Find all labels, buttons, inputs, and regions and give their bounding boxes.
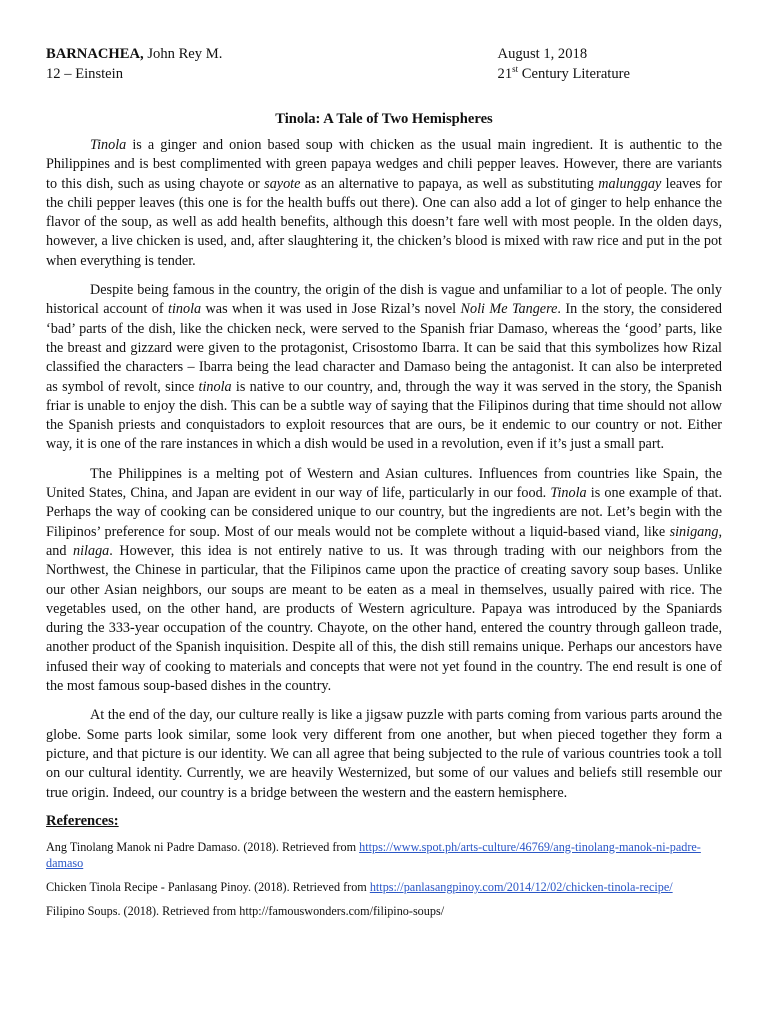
paragraph-2 [46, 281, 722, 455]
course-prefix: 21 [497, 66, 513, 82]
document-title: Tinola: A Tale of Two Hemispheres [275, 111, 493, 127]
course-superscript: st [512, 64, 519, 75]
document-date: August 1, 2018 [497, 46, 588, 62]
p3-italic-nilaga: nilaga [73, 542, 110, 559]
date-course-block [498, 44, 722, 84]
p2-text-4: is native to our country, and, through the way it was served in the story, the Spanish friar is unable to enjoy the dish. This can be a subtle way of saying that the Filipinos during that time should not allow the Spanish priests and conquistadors to exploit resources that are ours, be it endemic to our country or not. Either way, it is one of the rare instances in which a dish would be used in a revolution, even if it’s just a small part. [46, 378, 722, 453]
reference-item-3: Filipino Soups. (2018). Retrieved from http://famouswonders.com/filipino-soups/ [46, 903, 445, 918]
reference-text-2: Chicken Tinola Recipe - Panlasang Pinoy. (2018). Retrieved from [46, 879, 370, 894]
p3-italic-tinola: Tinola [550, 485, 587, 502]
p3-text-1: The Philippines is a melting pot of Western and Asian cultures. Influences from countries like Spain, the United States, China, and Japan are evident in our way of life, particularly in our food. [46, 465, 722, 502]
paragraph-3 [46, 465, 722, 697]
p1-text-1: is a ginger and onion based soup with chicken as the usual main ingredient. It is authentic to the Philippines and is best complimented with green papaya wedges and chili pepper leaves. However, there are variants to this dish, such as using chayote or [46, 137, 722, 192]
reference-text-1: Ang Tinolang Manok ni Padre Damaso. (2018). Retrieved from [46, 839, 360, 854]
author-surname: BARNACHEA, [46, 46, 144, 62]
reference-item-1 [46, 839, 722, 871]
author-block [46, 44, 222, 84]
reference-link-2[interactable]: https://panlasangpinoy.com/2014/12/02/chicken-tinola-recipe/ [369, 879, 673, 894]
reference-link-1[interactable]: https://www.spot.ph/arts-culture/46769/ang-tinolang-manok-ni-padre-damaso [46, 839, 701, 870]
p1-italic-malunggay: malunggay [598, 175, 662, 192]
p3-text-2: is one example of that. Perhaps the way of cooking can be considered unique to our country, but the ingredients are not. Let’s begin with the Filipinos’ preference for soup. Most of our meals would not be complete without a liquid-based viand, like [46, 485, 722, 540]
reference-item-2 [46, 879, 722, 895]
paragraph-4: At the end of the day, our culture really is like a jigsaw puzzle with parts coming from various parts around the globe. Some parts look similar, some look very different from one another, but when pieced together they form a picture, and that picture is our identity. We can all agree that being subjected to the rule of various countries took a toll on our cultural identity. Currently, we are heavily Westernized, but some of our values and beliefs still resemble our true origin. Indeed, our country is a bridge between the western and the eastern hemisphere. [46, 707, 722, 801]
p2-text-3: . In the story, the considered ‘bad’ parts of the dish, like the chicken neck, were served to the Spanish friar Damaso, whereas the ‘good’ parts, like the breast and gizzard were given to the protagonist, Crisostomo Ibarra. It can be said that this symbolizes how Rizal classified the characters – Ibarra being the lead character and Damaso being the antagonist. It can also be interpreted as symbol of revolt, since [46, 301, 723, 395]
course-suffix: Century Literature [521, 66, 630, 82]
p3-text-3: , and [46, 523, 722, 559]
p2-text-1: Despite being famous in the country, the origin of the dish is vague and unfamiliar to a lot of people. The only historical account of [46, 282, 722, 318]
p1-text-3: leaves for the chili pepper leaves (this one is for the health buffs out there). One can also add a lot of ginger to help enhance the flavor of the soup, as well as add health benefits, although this doesn’t fare well with most people. In the olden days, however, a live chicken is used, and, after slaughtering it, the chicken’s blood is mixed with raw rice and put in the pot when everything is tender. [46, 175, 722, 269]
p2-text-2: was when it was used in Jose Rizal’s novel [201, 301, 461, 318]
p2-italic-tinola: tinola [168, 301, 202, 318]
p3-text-4: . However, this idea is not entirely native to us. It was through trading with our neighbors from the Northwest, the Chinese in particular, that the Filipinos came upon the practice of creating savory soup bases. Unlike our other Asian neighbors, our soups are meant to be eaten as a meal in themselves, usually paired with rice. The vegetables used, on the other hand, are products of Western agriculture. Papaya was introduced by the Spaniards during the 333-year occupation of the country. Chayote, on the other hand, entered the country through galleon trade, another product of the Spanish inquisition. Despite all of this, the dish still remains unique. Perhaps our ancestors have infused their way of cooking to materials and concepts that were not yet found in the country. The end result is one of the most famous soup-based dishes in the country. [46, 542, 722, 695]
author-name [46, 44, 222, 64]
p1-italic-sayote: sayote [264, 175, 301, 192]
author-given-name: John Rey M. [147, 46, 223, 62]
p1-italic-tinola: Tinola [90, 137, 127, 153]
paragraph-1 [46, 136, 722, 271]
references-heading: References: [46, 812, 119, 829]
p2-italic-tinola-2: tinola [198, 378, 232, 395]
p3-italic-sinigang: sinigang [669, 523, 719, 540]
course-name [498, 64, 630, 84]
p2-italic-noli: Noli Me Tangere [460, 301, 558, 318]
author-section: 12 – Einstein [46, 66, 124, 82]
p1-text-2: as an alternative to papaya, as well as substituting [300, 175, 599, 192]
document-header [46, 44, 722, 84]
